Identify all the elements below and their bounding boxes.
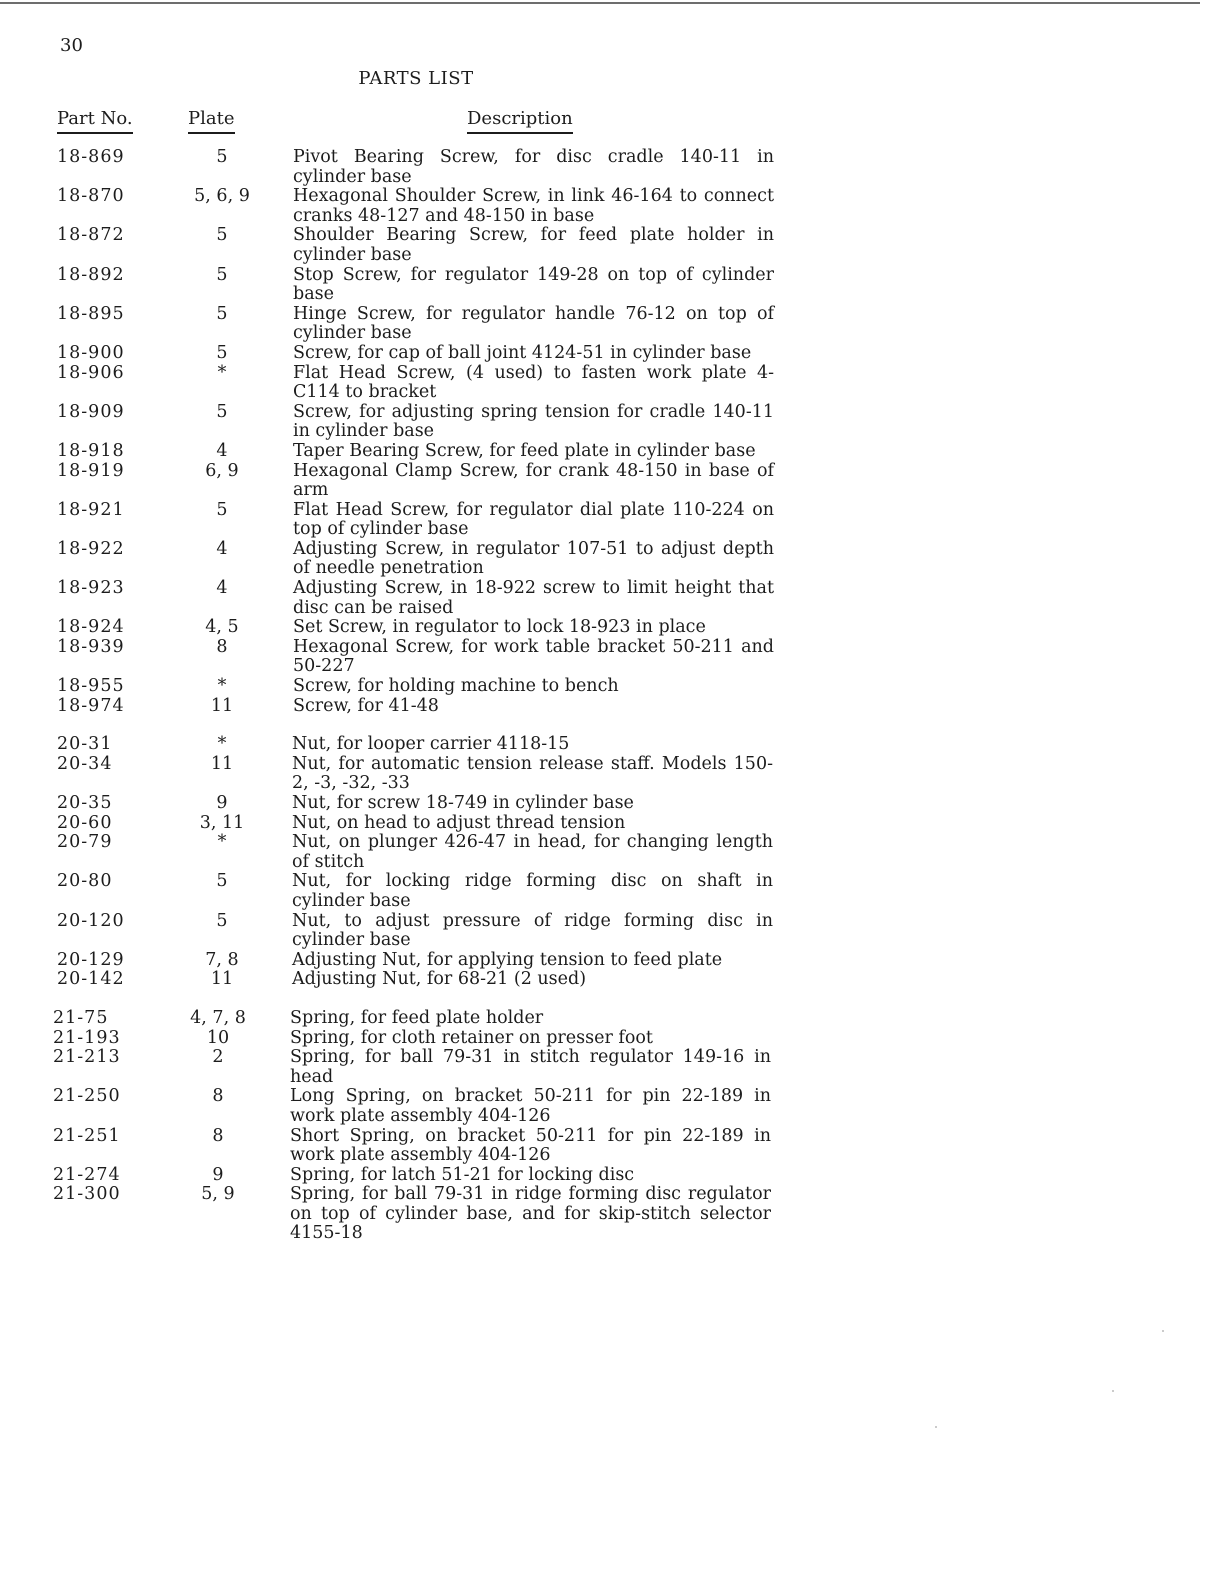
part-description: Adjusting Screw, in regulator 107-51 to adjust depth of needle penetration — [293, 538, 774, 579]
part-description: Short Spring, on bracket 50-211 for pin 22-189 in work plate assembly 404-126 — [290, 1125, 771, 1166]
plate-number: 2 — [212, 1047, 224, 1068]
part-description: Adjusting Nut, for applying tension to feed plate — [292, 949, 723, 970]
part-description: Spring, for feed plate holder — [290, 1007, 544, 1028]
table-row — [0, 305, 820, 344]
plate-number: 5 — [216, 147, 228, 167]
part-description: Shoulder Bearing Screw, for feed plate holder in cylinder base — [293, 225, 774, 265]
column-header-part-no: Part No. — [57, 108, 133, 134]
table-row — [0, 755, 820, 794]
table-row — [0, 735, 820, 755]
scan-top-rule — [0, 2, 1200, 4]
table-row — [0, 677, 820, 697]
part-description: Pivot Bearing Screw, for disc cradle 140-11 in cylinder base — [293, 147, 774, 187]
table-row — [0, 1009, 820, 1029]
part-number: 21-250 — [53, 1086, 121, 1107]
table-row — [0, 364, 820, 403]
part-description: Screw, for adjusting spring tension for cradle 140-11 in cylinder base — [293, 401, 774, 442]
part-number: 20-60 — [57, 812, 113, 833]
plate-number: 9 — [216, 793, 228, 813]
part-number: 18-955 — [57, 676, 125, 697]
table-row — [0, 1029, 820, 1049]
part-number: 21-274 — [53, 1164, 121, 1185]
part-number: 18-974 — [57, 695, 125, 716]
table-row — [0, 540, 820, 579]
part-description: Spring, for ball 79-31 in ridge forming disc regulator on top of cylinder base, and for skip-stitch selector 4155-18 — [290, 1184, 771, 1244]
plate-number: 4 — [216, 578, 228, 599]
table-row — [0, 442, 820, 462]
table-row — [0, 579, 820, 618]
part-number: 18-870 — [57, 186, 125, 207]
part-number: 20-80 — [57, 871, 113, 892]
column-header-plate: Plate — [188, 108, 235, 134]
part-description: Adjusting Nut, for 68-21 (2 used) — [292, 969, 587, 990]
table-row — [0, 872, 820, 911]
plate-number: 5, 6, 9 — [194, 186, 250, 207]
plate-number: 4 — [216, 538, 228, 559]
part-description: Flat Head Screw, for regulator dial plate 110-224 on top of cylinder base — [293, 499, 774, 540]
part-number: 21-213 — [53, 1047, 121, 1068]
parts-list — [0, 148, 820, 1244]
parts-section — [0, 735, 820, 990]
part-number: 20-120 — [57, 910, 125, 931]
part-number: 21-75 — [53, 1007, 109, 1028]
plate-number: * — [217, 362, 227, 383]
plate-number: 11 — [210, 695, 234, 716]
plate-number: 8 — [212, 1125, 224, 1146]
part-description: Set Screw, in regulator to lock 18-923 in place — [293, 617, 706, 638]
table-row — [0, 970, 820, 990]
plate-number: 5 — [216, 264, 228, 285]
part-number: 18-923 — [57, 578, 125, 599]
part-description: Hexagonal Clamp Screw, for crank 48-150 in base of arm — [293, 460, 774, 501]
plate-number: 5 — [216, 342, 228, 363]
part-description: Flat Head Screw, (4 used) to fasten work plate 4-C114 to bracket — [293, 362, 774, 403]
plate-number: 11 — [210, 969, 234, 990]
plate-number: 5, 9 — [201, 1184, 235, 1205]
plate-number: 10 — [206, 1027, 230, 1048]
part-number: 18-924 — [57, 617, 125, 638]
table-row — [0, 833, 820, 872]
plate-number: 9 — [212, 1164, 224, 1185]
part-description: Hinge Screw, for regulator handle 76-12 on top of cylinder base — [293, 303, 774, 344]
part-description: Hexagonal Shoulder Screw, in link 46-164 to connect cranks 48-127 and 48-150 in base — [293, 186, 774, 226]
part-number: 18-906 — [57, 362, 125, 383]
table-row — [0, 618, 820, 638]
part-number: 20-31 — [57, 734, 113, 755]
table-row — [0, 794, 820, 814]
part-number: 18-922 — [57, 538, 125, 559]
part-description: Nut, for looper carrier 4118-15 — [292, 734, 570, 755]
part-number: 18-892 — [57, 264, 125, 285]
plate-number: 5 — [216, 225, 228, 246]
table-row — [0, 1087, 820, 1126]
column-header-description: Description — [467, 108, 573, 134]
plate-number: 7, 8 — [205, 949, 239, 970]
part-description: Spring, for latch 51-21 for locking disc — [290, 1164, 635, 1185]
part-number: 20-129 — [57, 949, 125, 970]
part-description: Long Spring, on bracket 50-211 for pin 22-189 in work plate assembly 404-126 — [290, 1086, 771, 1126]
part-number: 18-918 — [57, 440, 125, 461]
part-number: 18-895 — [57, 303, 125, 324]
part-description: Adjusting Screw, in 18-922 screw to limit height that disc can be raised — [293, 578, 774, 618]
part-description: Nut, on plunger 426-47 in head, for changing length of stitch — [292, 832, 773, 872]
part-number: 21-300 — [53, 1184, 121, 1205]
table-row — [0, 148, 820, 187]
part-number: 18-939 — [57, 636, 125, 657]
table-row — [0, 501, 820, 540]
page-title: PARTS LIST — [358, 68, 474, 89]
part-description: Hexagonal Screw, for work table bracket 50-211 and 50-227 — [293, 636, 774, 677]
part-number: 18-909 — [57, 401, 125, 422]
plate-number: 5 — [216, 910, 228, 931]
plate-number: * — [217, 832, 227, 853]
table-row — [0, 951, 820, 971]
part-description: Screw, for cap of ball joint 4124-51 in cylinder base — [293, 342, 752, 363]
plate-number: 5 — [216, 303, 228, 324]
part-description: Stop Screw, for regulator 149-28 on top of cylinder base — [293, 264, 774, 305]
plate-number: 5 — [216, 871, 228, 892]
part-description: Spring, for cloth retainer on presser foot — [290, 1027, 653, 1048]
plate-number: 8 — [212, 1086, 224, 1107]
plate-number: 8 — [216, 636, 228, 657]
plate-number: 3, 11 — [199, 812, 245, 833]
plate-number: * — [217, 734, 227, 755]
scan-speck — [935, 1426, 937, 1428]
plate-number: 4 — [216, 440, 228, 461]
part-description: Screw, for holding machine to bench — [293, 676, 619, 697]
table-row — [0, 814, 820, 834]
part-description: Nut, to adjust pressure of ridge forming disc in cylinder base — [292, 910, 773, 951]
part-description: Screw, for 41-48 — [293, 695, 439, 716]
part-description: Spring, for ball 79-31 in stitch regulator 149-16 in head — [290, 1047, 771, 1087]
table-row — [0, 462, 820, 501]
table-row — [0, 697, 820, 717]
part-number: 20-35 — [57, 793, 113, 813]
part-number: 18-921 — [57, 499, 125, 520]
section-gap — [0, 990, 820, 1009]
part-number: 18-919 — [57, 460, 125, 481]
part-number: 18-869 — [57, 147, 125, 167]
scan-speck — [1112, 1390, 1114, 1392]
plate-number: * — [217, 676, 227, 697]
part-number: 20-79 — [57, 832, 113, 853]
table-row — [0, 266, 820, 305]
table-row — [0, 403, 820, 442]
part-number: 20-142 — [57, 969, 125, 990]
plate-number: 4, 7, 8 — [190, 1007, 246, 1028]
table-row — [0, 1166, 820, 1186]
table-row — [0, 1127, 820, 1166]
parts-section — [0, 148, 820, 716]
parts-section — [0, 1009, 820, 1244]
table-row — [0, 1048, 820, 1087]
section-gap — [0, 716, 820, 735]
plate-number: 11 — [210, 753, 234, 774]
table-row — [0, 226, 820, 265]
part-description: Taper Bearing Screw, for feed plate in cylinder base — [293, 440, 756, 461]
part-number: 18-872 — [57, 225, 125, 246]
plate-number: 5 — [216, 499, 228, 520]
part-number: 21-193 — [53, 1027, 121, 1048]
part-description: Nut, on head to adjust thread tension — [292, 812, 626, 833]
part-number: 20-34 — [57, 753, 113, 774]
part-description: Nut, for screw 18-749 in cylinder base — [292, 793, 634, 813]
part-number: 18-900 — [57, 342, 125, 363]
part-description: Nut, for locking ridge forming disc on shaft in cylinder base — [292, 871, 773, 911]
part-description: Nut, for automatic tension release staff. Models 150-2, -3, -32, -33 — [292, 753, 773, 794]
table-row — [0, 638, 820, 677]
scan-speck — [1162, 1330, 1164, 1332]
table-row — [0, 1185, 820, 1244]
page-number: 30 — [60, 35, 83, 56]
table-row — [0, 344, 820, 364]
plate-number: 5 — [216, 401, 228, 422]
plate-number: 4, 5 — [205, 617, 239, 638]
plate-number: 6, 9 — [205, 460, 239, 481]
table-row — [0, 912, 820, 951]
part-number: 21-251 — [53, 1125, 121, 1146]
table-row — [0, 187, 820, 226]
